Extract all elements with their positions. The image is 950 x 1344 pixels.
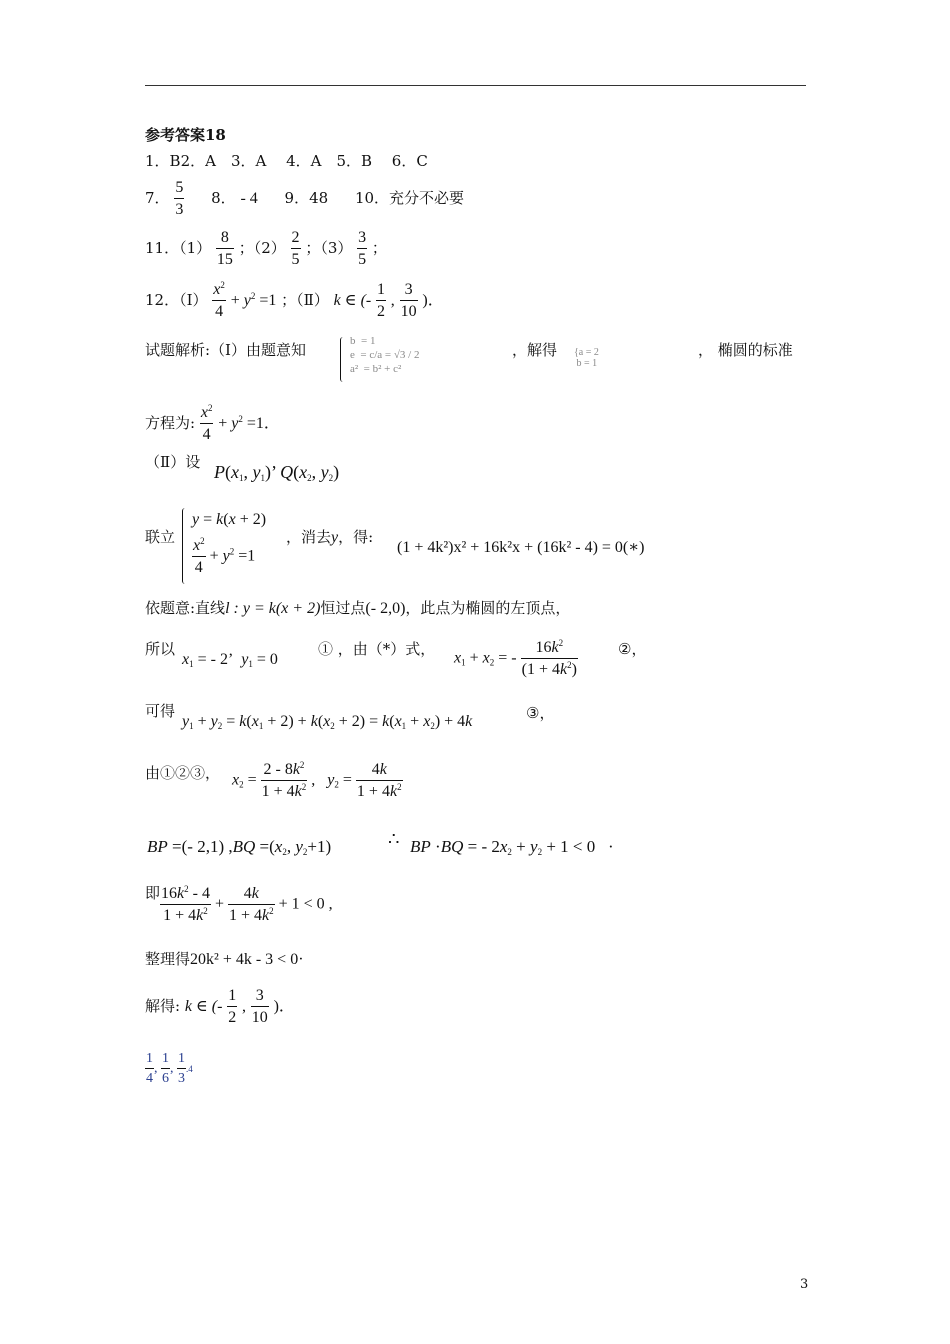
line-passes-point — [145, 601, 570, 617]
quadratic-equation: (1 + 4k²)x² + 16k²x + (16k² - 4) = 0(∗) — [397, 539, 645, 556]
page-number: 3 — [800, 1277, 809, 1292]
sum-y: $y_1 + y_2 = k(x_1 + 2) + k(x_2 + 2) = k(x_1 + x_2) + 4k$ — [182, 713, 473, 731]
x2-expression: $x_2$ = $\frac{2 - 8k^2}{1 + 4k^2}$ , $y_2$ = $\frac{4k}{1 + 4k^2}$ — [232, 760, 402, 800]
q8-value: - 4 — [240, 190, 258, 207]
vector-bp-bq: BP =(- 2,1) $,BQ =(x_2$, $y_2+1$) — [147, 837, 332, 857]
dot-product: BP ·BQ = - $2x_2 + y_2 + 1 < 0$ · — [410, 837, 614, 857]
faded-system: b = 1 e = c/a = √3 / 2 a² = b² + c² — [350, 335, 420, 375]
solution-comma: , — [242, 998, 247, 1015]
q11-end: ； — [371, 239, 387, 257]
system-brace — [340, 337, 347, 382]
from-label: 由①②③， — [145, 764, 221, 782]
cond-3: ③， — [526, 704, 555, 722]
x1-value: $x_1$ = - 2’ $y_1 = 0$ — [182, 651, 278, 669]
solve-label: 解得: — [145, 997, 181, 1015]
q11-label: 11．（1） — [145, 239, 212, 257]
header-rule — [145, 85, 806, 86]
ellipse-x-term: $\frac{x^2}{4}$ — [213, 280, 225, 320]
answers-1-6: 1．B2．A 3．A 4．A 5．B 6．C — [145, 152, 428, 170]
solution-k-range-open: k ∈ (- — [184, 998, 223, 1015]
answer-title: 参考答案18 — [145, 126, 226, 144]
q11-part2-label: ；（2） — [238, 239, 286, 257]
solution-k-range-close: )． — [273, 998, 295, 1015]
namely-label: 即 — [145, 884, 161, 902]
fixed-point: (- 2,0) — [365, 600, 406, 617]
q9-answer: 9．48 — [284, 189, 329, 207]
analysis-lead: 试题解析:（Ⅰ）由题意知 — [145, 341, 306, 359]
q10-answer: 10．充分不必要 — [354, 189, 465, 207]
q12-frac-half: $\frac{1}{2}$ — [377, 281, 386, 320]
equation-label: 方程为: — [145, 414, 196, 432]
combine-ellipse-eq: $\frac{x^2}{4}$ + $y^2 =1$ — [193, 536, 256, 576]
analysis-solve: ，解得 — [512, 341, 558, 359]
q12-comma: , — [390, 292, 395, 309]
passes-label: 恒过点 — [320, 599, 366, 617]
extra-fractions: $\frac{1}{4}$ , $\frac{1}{6}$ , $\frac{1}{3}$ .4 — [146, 1051, 193, 1086]
combine-label: 联立 — [145, 528, 176, 546]
cond-1: ① ，由（*）式， — [318, 640, 436, 658]
simplify-line: 整理得20k² + 4k - 3 < 0· — [145, 950, 304, 968]
answer-11 — [145, 230, 387, 268]
meaning-label: 依题意:直线 — [145, 599, 226, 617]
q7-fraction: $\frac{5}{3}$ — [175, 179, 184, 218]
simplify-label: 整理得 — [145, 950, 191, 968]
equation-end: 1． — [255, 415, 280, 432]
q12-k-range-open: k ∈ (- — [333, 292, 372, 309]
combine-line-eq: y = k(x + 2) — [192, 511, 267, 528]
sum-x: $x_1 + x_2$ = - $\frac{16k^2}{(1 + 4k^2)}$ — [454, 638, 577, 678]
analysis-tail: ， 椭圆的标准 — [698, 341, 793, 359]
line-equation: l : y = k(x + 2) — [225, 600, 321, 617]
q12-frac-three-tenths: $\frac{3}{10}$ — [400, 281, 417, 320]
points-pq: $P(x_1$, $y_1$)’ $Q(x_2$, $y_2$) — [214, 462, 340, 483]
inequality: $\frac{16k^2 - 4}{1 + 4k^2}$ + $\frac{4k}{1 + 4k^2}$ + 1 < 0 , — [161, 884, 333, 924]
therefore-sign: ∴ — [388, 829, 400, 849]
equation-x-term: $\frac{x^2}{4}$ — [200, 403, 213, 443]
cond-2: ②， — [618, 640, 647, 658]
q8-label: 8． — [211, 189, 236, 207]
q12-k-range-close: )． — [422, 292, 444, 309]
q11-frac-2: $\frac{2}{5}$ — [291, 229, 300, 268]
q11-part3-label: ；（3） — [305, 239, 353, 257]
ellipse-rest: + $y^2 =1$ — [230, 291, 277, 309]
left-vertex-note: ，此点为椭圆的左顶点， — [405, 599, 571, 617]
q11-frac-1: $\frac{8}{15}$ — [216, 229, 233, 268]
can-get-label: 可得 — [145, 702, 176, 720]
q11-frac-3: $\frac{3}{5}$ — [358, 229, 367, 268]
part2-set: （Ⅱ）设 — [145, 453, 201, 471]
q12-part2-label: ；（Ⅱ） — [281, 291, 329, 309]
answer-12 — [145, 282, 444, 320]
simplified-inequality: 20k² + 4k - 3 < 0 — [190, 951, 299, 968]
solve-line — [145, 988, 295, 1026]
equation-y-term: + $y^2$ = — [218, 414, 256, 432]
answers-7-10 — [145, 180, 464, 218]
q12-label: 12．（Ⅰ） — [145, 291, 208, 309]
solution-frac-half: $\frac{1}{2}$ — [228, 987, 237, 1026]
faded-result: {a = 2 b = 1 — [574, 347, 599, 369]
solution-frac-three-tenths: $\frac{3}{10}$ — [251, 987, 268, 1026]
standard-equation — [145, 405, 280, 443]
eliminate-label: ，消去y，得: — [286, 528, 374, 546]
combine-brace — [182, 508, 189, 584]
so-label: 所以 — [145, 640, 176, 658]
q7-label: 7． — [145, 189, 170, 207]
